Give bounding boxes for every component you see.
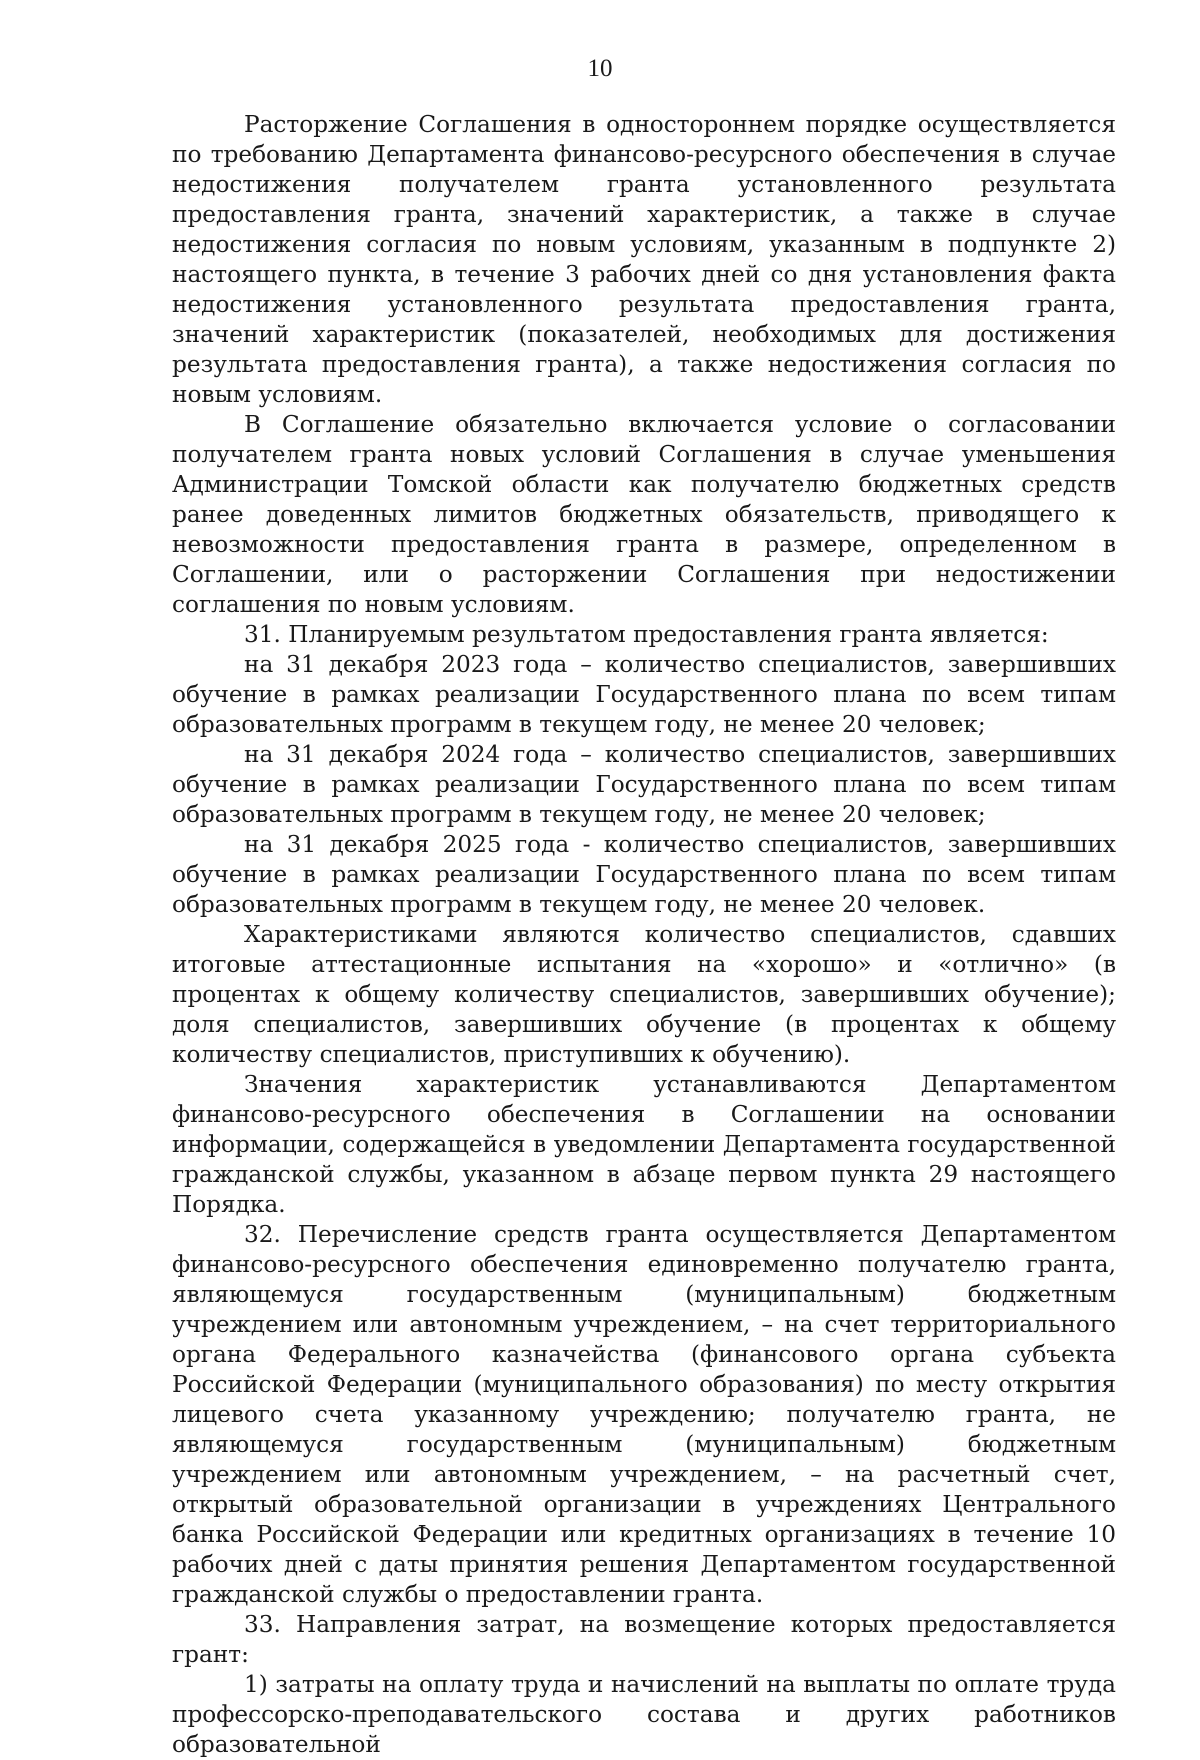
paragraph-termination: Расторжение Соглашения в одностороннем порядке осуществляется по требованию Департамента финансово-ресурсного обеспечения в случае недостижения получателем гранта установленного результата предоставления гранта, значений характеристик, а также в случае недостижения согласия по новым условиям, указанным в подпункте 2) настоящего пункта, в течение 3 рабочих дней со дня установления факта недостижения установленного результата предоставления гранта, значений характеристик (показателей, необходимых для достижения результата предоставления гранта), а также недостижения согласия по новым условиям. [172, 111, 1116, 408]
paragraph-characteristic-values: Значения характеристик устанавливаются Департаментом финансово-ресурсного обеспечения в Соглашении на основании информации, содержащейся в уведомлении Департамента государственной гражданской службы, указанном в абзаце первом пункта 29 настоящего Порядка. [172, 1071, 1116, 1218]
paragraph-clause-33-item-1: 1) затраты на оплату труда и начислений на выплаты по оплате труда профессорско-преподавательского состава и других работников образовательной [172, 1671, 1116, 1758]
paragraph-characteristics: Характеристиками являются количество специалистов, сдавших итоговые аттестационные испытания на «хорошо» и «отлично» (в процентах к общему количеству специалистов, завершивших обучение); доля специалистов, завершивших обучение (в процентах к общему количеству специалистов, приступивших к обучению). [172, 921, 1116, 1068]
paragraph-result-2025: на 31 декабря 2025 года - количество специалистов, завершивших обучение в рамках реализации Государственного плана по всем типам образовательных программ в текущем году, не менее 20 человек. [172, 831, 1116, 918]
paragraph-agreement-conditions: В Соглашение обязательно включается условие о согласовании получателем гранта новых условий Соглашения в случае уменьшения Администрации Томской области как получателю бюджетных средств ранее доведенных лимитов бюджетных обязательств, приводящего к невозможности предоставления гранта в размере, определенном в Соглашении, или о расторжении Соглашения при недостижении соглашения по новым условиям. [172, 411, 1116, 618]
document-body [172, 110, 1116, 1760]
page-number: 10 [587, 55, 613, 82]
paragraph-result-2023: на 31 декабря 2023 года – количество специалистов, завершивших обучение в рамках реализации Государственного плана по всем типам образовательных программ в текущем году, не менее 20 человек; [172, 651, 1116, 738]
paragraph-clause-33: 33. Направления затрат, на возмещение которых предоставляется грант: [172, 1611, 1116, 1668]
paragraph-clause-32: 32. Перечисление средств гранта осуществляется Департаментом финансово-ресурсного обеспечения единовременно получателю гранта, являющемуся государственным (муниципальным) бюджетным учреждением или автономным учреждением, – на счет территориального органа Федерального казначейства (финансового органа субъекта Российской Федерации (муниципального образования) по месту открытия лицевого счета указанному учреждению; получателю гранта, не являющемуся государственным (муниципальным) бюджетным учреждением или автономным учреждением, – на расчетный счет, открытый образовательной организации в учреждениях Центрального банка Российской Федерации или кредитных организациях в течение 10 рабочих дней с даты принятия решения Департаментом государственной гражданской службы о предоставлении гранта. [172, 1221, 1116, 1608]
paragraph-result-2024: на 31 декабря 2024 года – количество специалистов, завершивших обучение в рамках реализации Государственного плана по всем типам образовательных программ в текущем году, не менее 20 человек; [172, 741, 1116, 828]
paragraph-clause-31: 31. Планируемым результатом предоставления гранта является: [244, 621, 1049, 648]
